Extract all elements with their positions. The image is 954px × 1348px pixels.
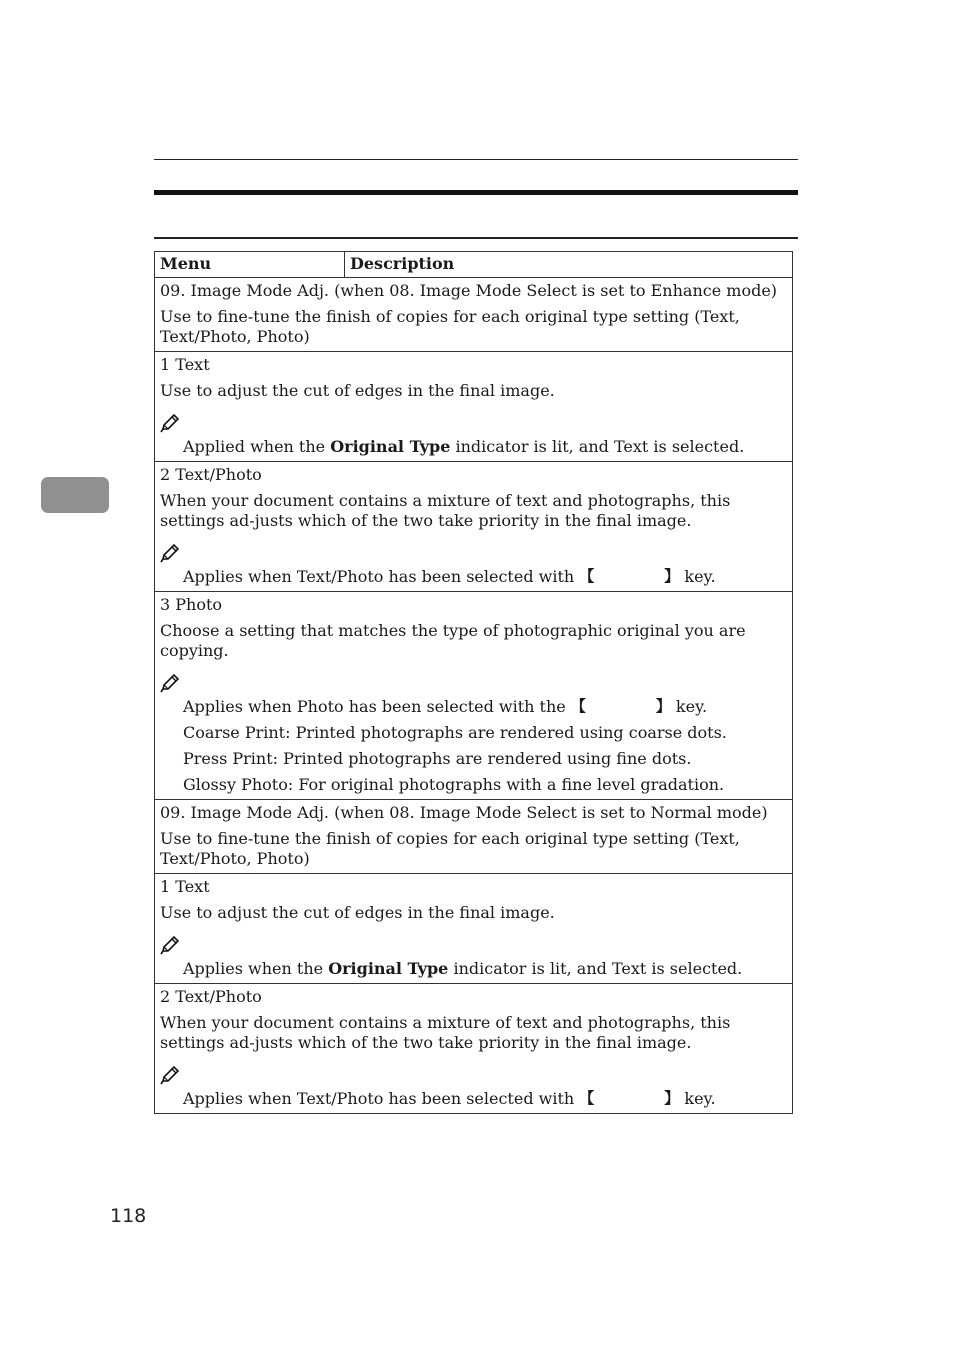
table-cell [155,874,793,984]
row-title: 09. Image Mode Adj. (when 08. Image Mode Select is set to Enhance mode) [160,281,778,300]
note-text: Applies when Photo has been selected with the 【 】 key. [183,697,708,716]
table-row [155,278,793,352]
header-menu: Menu [155,252,345,278]
pencil-note-icon [160,413,182,433]
row-title: 2 Text/Photo [160,987,262,1006]
header-rule-thin [154,159,798,160]
note-text: Applies when Text/Photo has been selected with 【 】 key. [183,567,716,586]
page-number: 118 [110,1205,147,1227]
row-body: When your document contains a mixture of text and photographs, this settings ad-justs which of the two take priority in the final image. [160,1013,731,1052]
note-text: Coarse Print: Printed photographs are rendered using coarse dots. [183,723,727,742]
row-title: 09. Image Mode Adj. (when 08. Image Mode Select is set to Normal mode) [160,803,768,822]
table-header-row [155,252,793,278]
note-text: Applies when the Original Type indicator is lit, and Text is selected. [183,959,743,978]
row-title: 1 Text [160,877,210,896]
row-body: Use to fine-tune the finish of copies for each original type setting (Text, Text/Photo, Photo) [160,829,740,868]
row-title: 2 Text/Photo [160,465,262,484]
note-text: Glossy Photo: For original photographs with a fine level gradation. [183,775,725,794]
table-cell [155,462,793,592]
note-text: Applies when Text/Photo has been selected with 【 】 key. [183,1089,716,1108]
row-title: 3 Photo [160,595,223,614]
chapter-tab [41,477,109,513]
section-rule [154,237,798,239]
row-body: When your document contains a mixture of text and photographs, this settings ad-justs which of the two take priority in the final image. [160,491,731,530]
row-title: 1 Text [160,355,210,374]
key-reference: 【 】 [570,697,671,715]
table-row [155,874,793,984]
note-text: Press Print: Printed photographs are rendered using fine dots. [183,749,692,768]
row-body: Use to adjust the cut of edges in the final image. [160,903,555,922]
key-reference: 【 】 [579,1089,680,1107]
row-body: Use to fine-tune the finish of copies for each original type setting (Text, Text/Photo, Photo) [160,307,740,346]
pencil-note-icon [160,673,182,693]
settings-table [154,251,793,1114]
key-reference: 【 】 [579,567,680,585]
note-text: Applied when the Original Type indicator is lit, and Text is selected. [183,437,745,456]
table-row [155,800,793,874]
table-row [155,462,793,592]
table-cell [155,800,793,874]
header-description: Description [345,252,793,278]
pencil-note-icon [160,543,182,563]
table-row [155,352,793,462]
header-rule-thick [154,190,798,195]
pencil-note-icon [160,935,182,955]
table-cell [155,984,793,1114]
table-row [155,984,793,1114]
row-body: Choose a setting that matches the type of photographic original you are copying. [160,621,746,660]
table-cell [155,352,793,462]
pencil-note-icon [160,1065,182,1085]
row-body: Use to adjust the cut of edges in the final image. [160,381,555,400]
table-cell [155,278,793,352]
table-cell [155,592,793,800]
table-row [155,592,793,800]
